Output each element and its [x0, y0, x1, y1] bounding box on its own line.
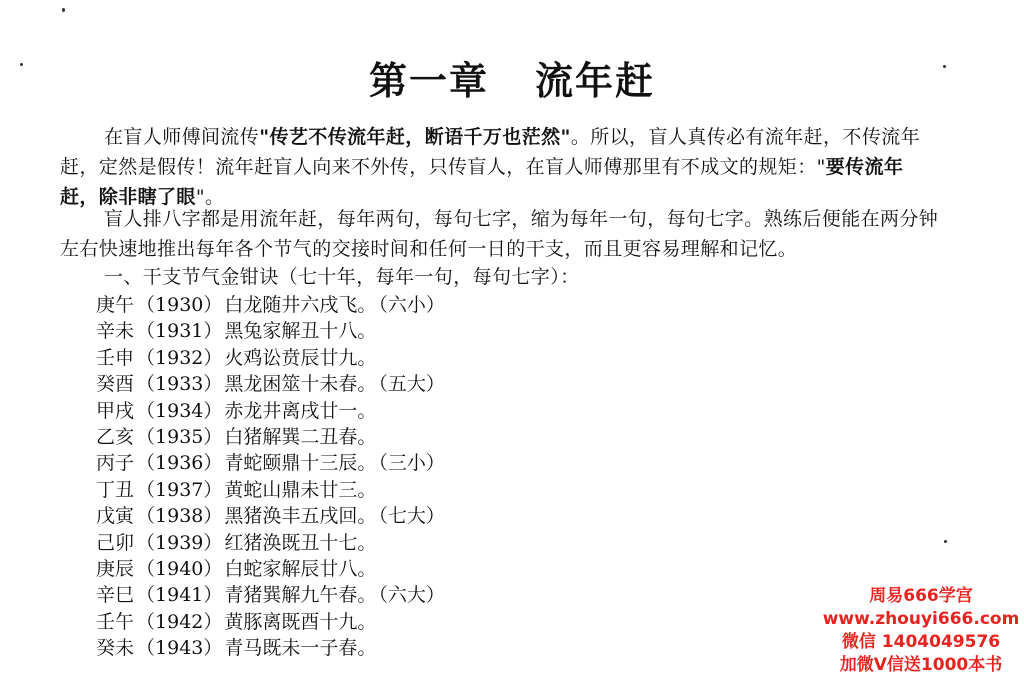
watermark [818, 585, 1024, 677]
verse-row [96, 609, 445, 635]
verse-text: 黄蛇山鼎未廿三。 [224, 478, 377, 501]
ganzhi-label: 壬午 [96, 610, 135, 633]
verse-text: 赤龙井离戌廿一。 [224, 399, 377, 422]
ganzhi-label: 己卯 [96, 531, 135, 554]
section-heading: 一、干支节气金钳诀（七十年，每年一句，每句七字）： [104, 266, 580, 288]
ganzhi-label: 甲戌 [96, 399, 135, 422]
ganzhi-label: 癸酉 [96, 373, 135, 396]
year-label: （1939） [136, 531, 223, 554]
verse-text: 黄豚离既酉十九。 [224, 610, 377, 633]
verse-text: 青猪巽解九午春。 [224, 584, 377, 607]
ganzhi-label: 丙子 [96, 452, 135, 475]
verse-text: 红猪涣既丑十七。 [224, 531, 377, 554]
verse-text: 白龙随井六戌飞。 [224, 294, 377, 316]
watermark-line: 周易666学宫 [869, 586, 973, 606]
ganzhi-label: 庚辰 [96, 557, 135, 580]
verse-row [96, 556, 445, 582]
ganzhi-label: 丁丑 [96, 478, 135, 501]
method-paragraph [60, 204, 940, 264]
paragraph-text: 。所以，盲人真传必有流年赶，不传流年赶，定然是假传！流年赶盲人向来不外传，只传盲人，在盲人师傅那里有不成文的规矩：" [60, 126, 921, 178]
size-note: （六大） [378, 584, 445, 607]
size-note: （六小） [378, 294, 445, 316]
ganzhi-label: 辛未 [96, 320, 135, 343]
quoted-saying: "传艺不传流年赶，断语千万也茫然" [259, 126, 571, 148]
ganzhi-label: 癸未 [96, 637, 135, 660]
verse-text: 火鸡讼贲辰廿九。 [224, 346, 377, 369]
paragraph-text: 盲人排八字都是用流年赶，每年两句，每句七字，缩为每年一句，每句七字。熟练后便能在两分钟左右快速地推出每年各个节气的交接时间和任何一日的干支，而且更容易理解和记忆。 [60, 208, 939, 260]
verse-text: 青蛇颐鼎十三辰。 [224, 452, 377, 475]
verse-text: 青马既未一子春。 [224, 637, 377, 660]
size-note: （七大） [378, 505, 445, 528]
year-label: （1938） [136, 505, 223, 528]
ganzhi-label: 庚午 [96, 294, 135, 316]
intro-paragraph [60, 122, 940, 212]
year-label: （1935） [136, 425, 223, 448]
verse-text: 白蛇家解辰廿八。 [224, 557, 377, 580]
verse-row [96, 635, 445, 661]
verse-row [96, 450, 445, 476]
year-label: （1930） [136, 294, 223, 316]
verse-row [96, 503, 445, 529]
year-label: （1931） [136, 320, 223, 343]
watermark-line: 加微V信送1000本书 [839, 655, 1003, 675]
chapter-name: 流年赶 [535, 59, 656, 103]
verse-row [96, 530, 445, 556]
verse-row [96, 318, 445, 344]
paragraph-text: "。 [195, 186, 225, 208]
verse-row [96, 582, 445, 608]
year-label: （1942） [136, 610, 223, 633]
verse-text: 黑猪涣丰五戌回。 [224, 505, 377, 528]
watermark-line: 微信 1404049576 [841, 632, 1001, 652]
verse-row [96, 424, 445, 450]
year-label: （1943） [136, 637, 223, 660]
ganzhi-label: 壬申 [96, 346, 135, 369]
ganzhi-verse-list [96, 292, 445, 661]
verse-row [96, 477, 445, 503]
chapter-title [0, 50, 1024, 105]
verse-row [96, 371, 445, 397]
verse-text: 黑兔家解丑十八。 [224, 320, 377, 343]
paragraph-text: 在盲人师傅间流传 [104, 126, 260, 148]
year-label: （1932） [136, 346, 223, 369]
year-label: （1937） [136, 478, 223, 501]
verse-text: 黑龙困筮十未春。 [224, 373, 377, 396]
year-label: （1934） [136, 399, 223, 422]
verse-row [96, 345, 445, 371]
quoted-saying: 要传流年赶，除非瞎了眼 [60, 156, 904, 208]
year-label: （1936） [136, 452, 223, 475]
size-note: （五大） [378, 373, 445, 396]
ganzhi-label: 辛巳 [96, 584, 135, 607]
chapter-number: 第一章 [368, 59, 489, 103]
verse-row [96, 398, 445, 424]
size-note: （三小） [378, 452, 445, 475]
ganzhi-label: 戊寅 [96, 505, 135, 528]
year-label: （1933） [136, 373, 223, 396]
year-label: （1940） [136, 557, 223, 580]
watermark-line: www.zhouyi666.com [822, 609, 1020, 629]
scan-speck [944, 540, 947, 543]
verse-text: 白猪解巽二丑春。 [224, 425, 377, 448]
scan-speck [62, 8, 65, 12]
verse-row [96, 292, 445, 318]
year-label: （1941） [136, 584, 223, 607]
ganzhi-label: 乙亥 [96, 425, 135, 448]
